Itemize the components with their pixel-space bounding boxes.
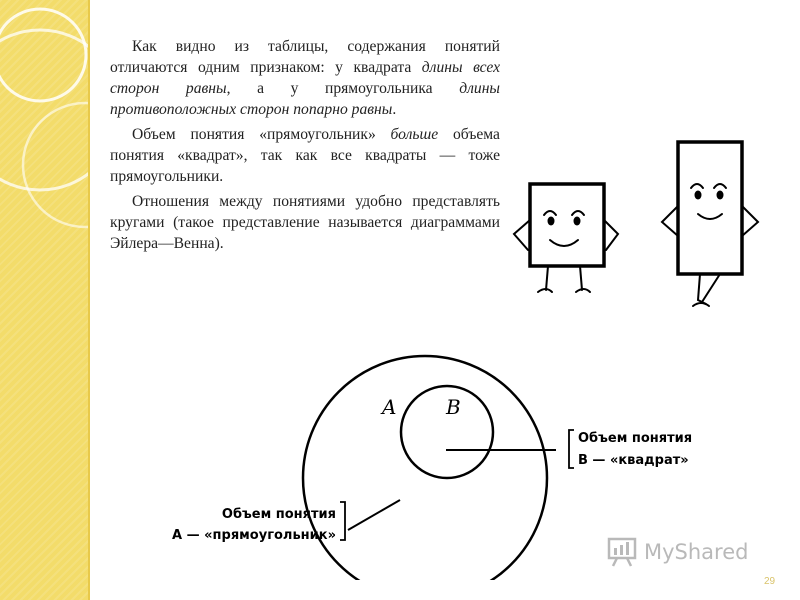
paragraph-1-italic-a: длины всех сторон равны xyxy=(110,59,500,97)
myshared-logo xyxy=(606,536,748,568)
bracket-a xyxy=(340,502,345,540)
decorative-sidebar xyxy=(0,0,90,600)
slide-text xyxy=(110,36,500,258)
label-a-line1: Объем понятия xyxy=(221,507,336,522)
label-b-line1: Объем понятия xyxy=(578,431,693,446)
presentation-board-icon xyxy=(606,536,640,568)
paragraph-2-text-b: объема понятия «квадрат», так как все квадраты — тоже прямоугольники. xyxy=(110,126,500,185)
paragraph-2-text-a: Объем понятия «прямоугольник» xyxy=(132,126,391,143)
shape-characters-illustration xyxy=(500,120,780,320)
page-number: 29 xyxy=(764,576,776,587)
label-a-line2: A — «прямоугольник» xyxy=(172,528,336,543)
letter-a: A xyxy=(382,395,397,419)
logo-text: MyShared xyxy=(644,540,749,564)
bracket-b xyxy=(569,430,574,468)
square-character xyxy=(514,184,618,292)
circle-a xyxy=(303,356,547,580)
paragraph-1-italic-b: длины противоположных сторон попарно равны xyxy=(110,80,500,118)
paragraph-2 xyxy=(110,124,500,187)
rectangle-character xyxy=(662,142,758,306)
pointer-line-a xyxy=(348,500,400,530)
paragraph-3: Отношения между понятиями удобно представлять кругами (такое представление называется диаграммами Эйлера—Венна). xyxy=(110,193,500,252)
letter-b: B xyxy=(446,395,461,419)
paragraph-1-text-c: . xyxy=(392,101,397,118)
paragraph-1 xyxy=(110,36,500,120)
sidebar-circles-decoration xyxy=(0,0,90,600)
sidebar-divider xyxy=(88,0,90,600)
label-b-line2: B — «квадрат» xyxy=(578,453,689,468)
paragraph-1-text-b: , а у прямоугольника xyxy=(226,80,460,97)
paragraph-1-text-a: Как видно из таблицы, содержания понятий отличаются одним признаком: у квадрата xyxy=(110,38,500,76)
paragraph-2-italic-a: больше xyxy=(390,126,439,143)
